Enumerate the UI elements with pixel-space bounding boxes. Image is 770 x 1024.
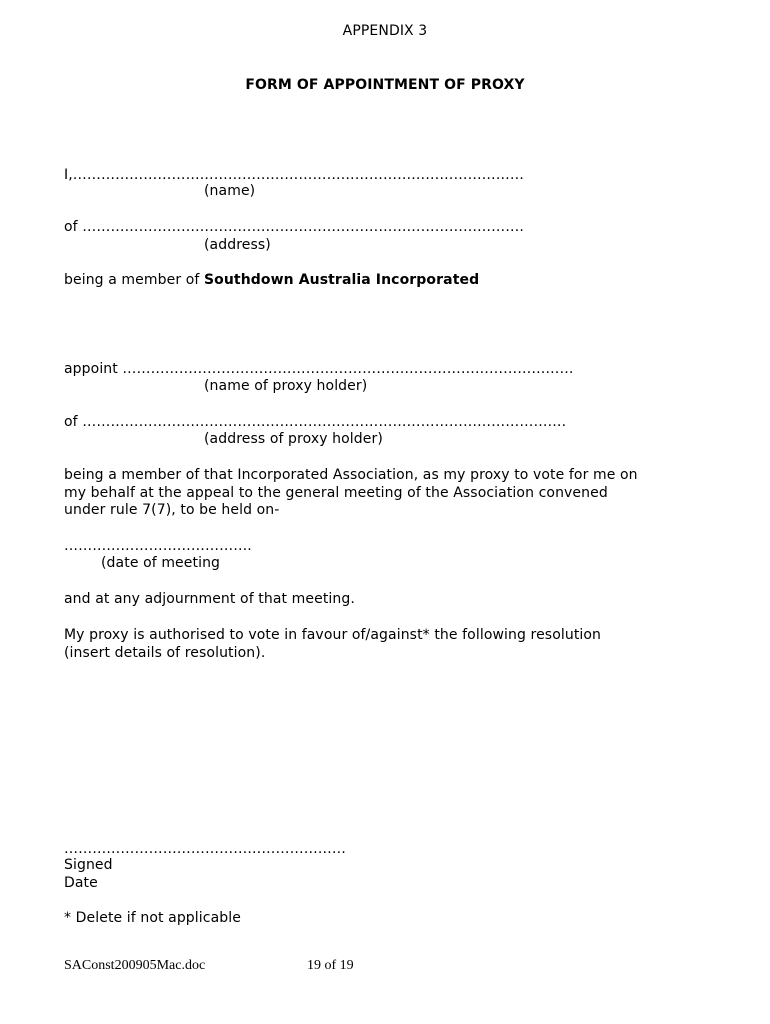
appendix-heading: APPENDIX 3 <box>342 23 428 39</box>
adjournment-text: and at any adjournment of that meeting. <box>64 591 355 607</box>
paragraph-line: being a member of that Incorporated Association, as my proxy to vote for me on <box>64 467 638 483</box>
proxy-name-label: (name of proxy holder) <box>204 378 368 394</box>
date-field-label: Date <box>64 875 98 891</box>
paragraph-line: under rule 7(7), to be held on- <box>64 502 280 518</box>
date-fill-line: …………………………………. <box>64 538 252 554</box>
resolution-line: (insert details of resolution). <box>64 645 266 661</box>
appoint-fill-line: appoint …………………………………………………………………………………… <box>64 361 574 377</box>
proxy-address-fill-line: of …………………………………………………………………………………………. <box>64 414 567 430</box>
footer-page-number: 19 of 19 <box>307 958 354 973</box>
member-statement <box>64 271 479 289</box>
delete-note: * Delete if not applicable <box>64 910 241 926</box>
resolution-line: My proxy is authorised to vote in favour of/against* the following resolution <box>64 627 602 643</box>
name-fill-line: I,…………………………………………………………………………………… <box>64 167 524 183</box>
date-label: (date of meeting <box>101 555 221 571</box>
address-fill-line: of …………………………………………………………………………………. <box>64 219 524 235</box>
organisation-name: Southdown Australia Incorporated <box>203 272 480 288</box>
signature-fill-line: …………………………………………………… <box>64 841 346 857</box>
signed-label: Signed <box>64 857 113 873</box>
form-title: FORM OF APPOINTMENT OF PROXY <box>245 77 525 93</box>
footer-filename: SAConst200905Mac.doc <box>64 958 206 973</box>
member-prefix: being a member of <box>64 272 204 288</box>
address-label: (address) <box>204 237 271 253</box>
proxy-address-label: (address of proxy holder) <box>204 431 383 447</box>
paragraph-line: my behalf at the appeal to the general meeting of the Association convened <box>64 485 608 501</box>
name-label: (name) <box>204 183 256 199</box>
